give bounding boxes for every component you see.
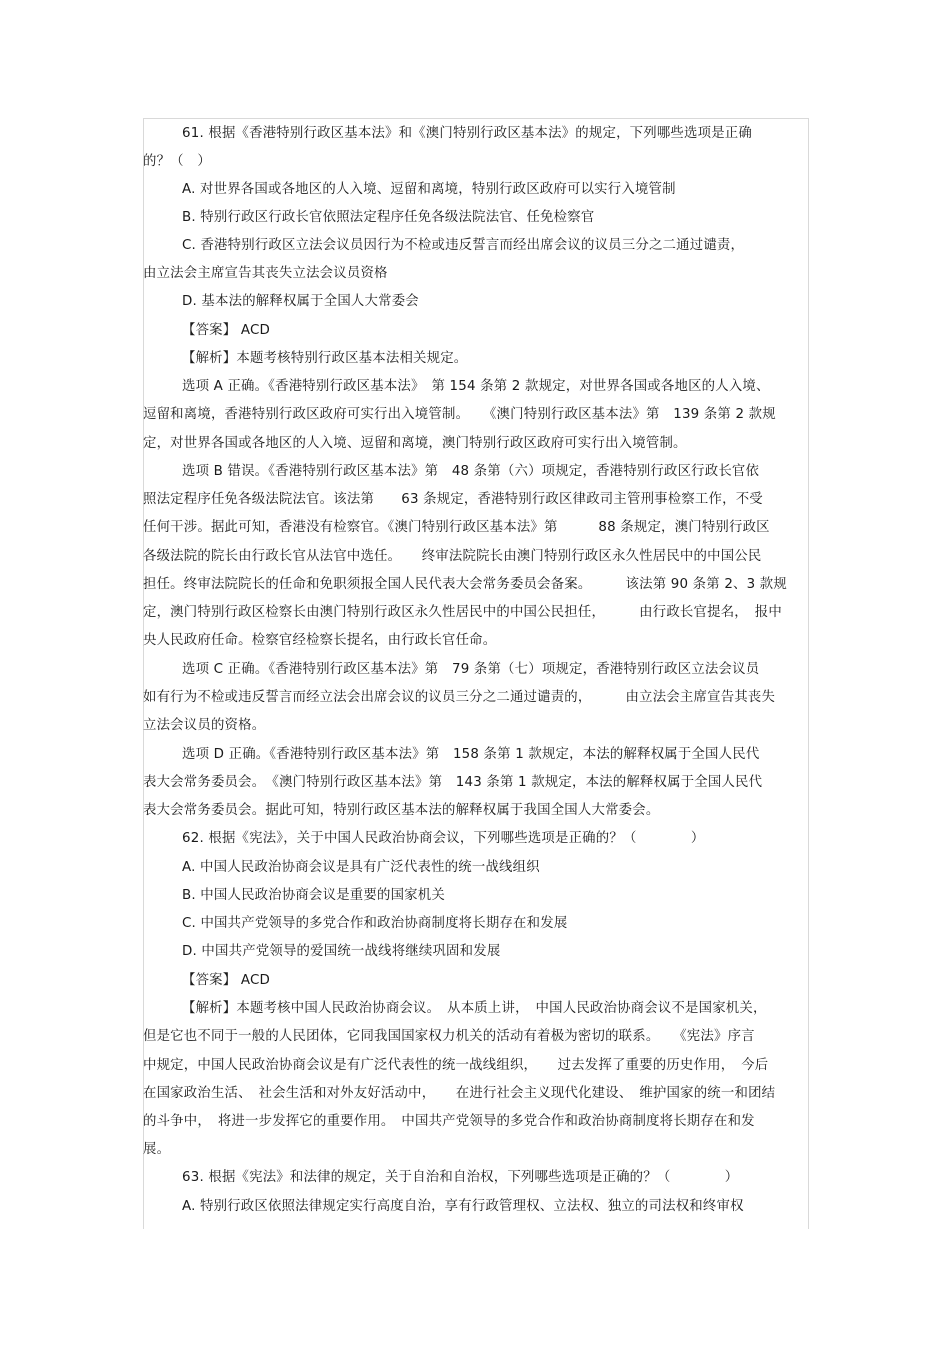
q61-analysis-line: 照法定程序任免各级法院法官。该法第 63 条规定，香港特别行政区律政司主管刑事检察工作，不受 <box>143 492 763 507</box>
q61-analysis-line: 如有行为不检或违反誓言而经立法会出席会议的议员三分之二通过谴责的， 由立法会主席宣告其丧失 <box>143 690 776 705</box>
q61-option-c: C. 香港特别行政区立法会议员因行为不检或违反誓言而经出席会议的议员三分之二通过谴责， <box>182 238 745 253</box>
q63-option-a: A. 特别行政区依照法律规定实行高度自治，享有行政管理权、立法权、独立的司法权和终审权 <box>182 1199 744 1214</box>
q61-analysis-line: 表大会常务委员会。 《澳门特别行政区基本法》第 143 条第 1 款规定，本法的解释权属于全国人民代 <box>143 775 763 790</box>
q62-analysis-line: 的斗争中， 将进一步发挥它的重要作用。 中国共产党领导的多党合作和政治协商制度将长期存在和发 <box>143 1114 755 1129</box>
q61-analysis-line: 担任。终审法院院长的任命和免职须报全国人民代表大会常务委员会备案。 该法第 90 条第 2、3 款规 <box>143 577 787 592</box>
q61-analysis-line: 逗留和离境，香港特别行政区政府可实行出入境管制。 《澳门特别行政区基本法》第 139 条第 2 款规 <box>143 407 776 422</box>
q61-analysis-line: 央人民政府任命。检察官经检察长提名，由行政长官任命。 <box>143 633 497 648</box>
q61-option-a: A. 对世界各国或各地区的人入境、逗留和离境，特别行政区政府可以实行入境管制 <box>182 182 676 197</box>
q61-analysis-line: 立法会议员的资格。 <box>143 718 266 733</box>
q62-analysis-line: 但是它也不同于一般的人民团体，它同我国国家权力机关的活动有着极为密切的联系。 《宪法》序言 <box>143 1029 755 1044</box>
q61-analysis-line: 各级法院的院长由行政长官从法官中选任。 终审法院院长由澳门特别行政区永久性居民中的中国公民 <box>143 549 762 564</box>
q61-option-d: D. 基本法的解释权属于全国人大常委会 <box>182 294 419 309</box>
q62-analysis-line: 【解析】本题考核中国人民政治协商会议。 从本质上讲， 中国人民政治协商会议不是国家机关， <box>182 1001 767 1016</box>
q62-option-a: A. 中国人民政治协商会议是具有广泛代表性的统一战线组织 <box>182 860 540 875</box>
q62-option-d: D. 中国共产党领导的爱国统一战线将继续巩固和发展 <box>182 944 501 959</box>
question-62-stem: 62. 根据《宪法》，关于中国人民政治协商会议，下列哪些选项是正确的？（ ） <box>182 831 705 846</box>
q62-option-b: B. 中国人民政治协商会议是重要的国家机关 <box>182 888 445 903</box>
q61-analysis-line: 选项 C 正确。《香港特别行政区基本法》第 79 条第（七）项规定，香港特别行政区立法会议员 <box>182 662 760 677</box>
question-63-stem: 63. 根据《宪法》和法律的规定，关于自治和自治权，下列哪些选项是正确的？（ ） <box>182 1170 739 1185</box>
q62-option-c: C. 中国共产党领导的多党合作和政治协商制度将长期存在和发展 <box>182 916 568 931</box>
question-61-stem: 61. 根据《香港特别行政区基本法》和《澳门特别行政区基本法》的规定，下列哪些选项是正确 <box>182 126 752 141</box>
q61-analysis-line: 任何干涉。据此可知，香港没有检察官。《澳门特别行政区基本法》第 88 条规定，澳门特别行政区 <box>143 520 770 535</box>
q61-analysis-line: 表大会常务委员会。据此可知，特别行政区基本法的解释权属于我国全国人大常委会。 <box>143 803 660 818</box>
q61-analysis-line: 选项 B 错误。《香港特别行政区基本法》第 48 条第（六）项规定，香港特别行政区行政长官依 <box>182 464 760 479</box>
q61-option-b: B. 特别行政区行政长官依照法定程序任免各级法院法官、任免检察官 <box>182 210 595 225</box>
q61-answer: 【答案】 ACD <box>182 323 271 338</box>
q61-analysis-line: 定，澳门特别行政区检察长由澳门特别行政区永久性居民中的中国公民担任， 由行政长官提名， 报中 <box>143 605 782 620</box>
q62-analysis-line: 在国家政治生活、 社会生活和对外友好活动中， 在进行社会主义现代化建设、 维护国家的统一和团结 <box>143 1086 776 1101</box>
q61-analysis-heading: 【解析】本题考核特别行政区基本法相关规定。 <box>182 351 468 366</box>
question-61-stem-cont: 的？（ ） <box>143 154 211 169</box>
q61-analysis-line: 选项 D 正确。《香港特别行政区基本法》第 158 条第 1 款规定，本法的解释权属于全国人民代 <box>182 747 760 762</box>
q62-analysis-line: 中规定，中国人民政治协商会议是有广泛代表性的统一战线组织， 过去发挥了重要的历史作用， 今后 <box>143 1058 769 1073</box>
q61-analysis-line: 定，对世界各国或各地区的人入境、逗留和离境，澳门特别行政区政府可实行出入境管制。 <box>143 436 687 451</box>
q62-analysis-line: 展。 <box>143 1142 171 1157</box>
q62-answer: 【答案】 ACD <box>182 973 271 988</box>
q61-analysis-line: 选项 A 正确。《香港特别行政区基本法》 第 154 条第 2 款规定，对世界各国或各地区的人入境、 <box>182 379 770 394</box>
q61-option-c-cont: 由立法会主席宣告其丧失立法会议员资格 <box>143 266 388 281</box>
